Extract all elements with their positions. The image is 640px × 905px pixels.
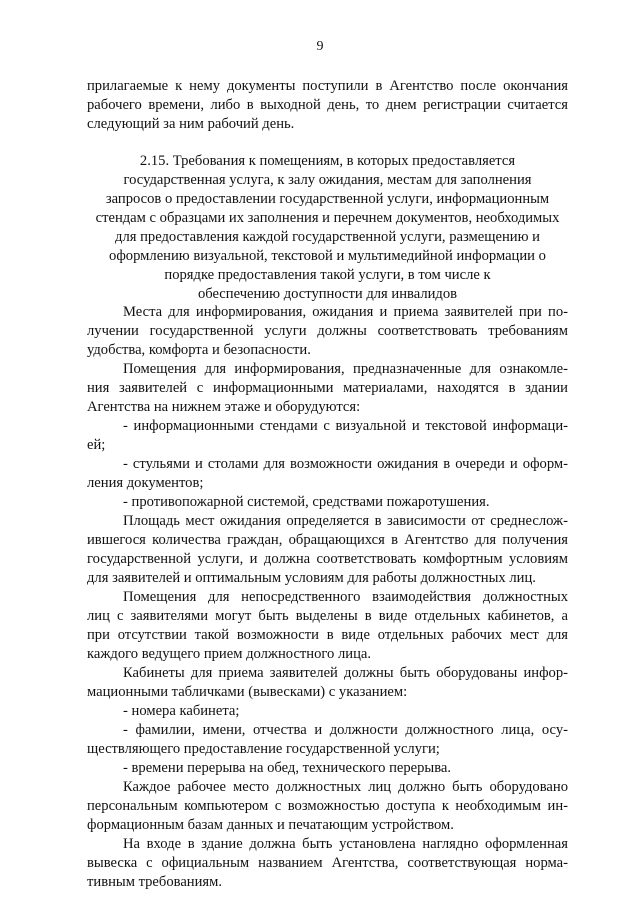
text-line: Агентства на нижнем этаже и оборудуются: xyxy=(87,399,361,415)
text-line: государственной услуги, и должна соответствовать комфортным условиям xyxy=(87,551,568,567)
text-line: персональным компьютером с возможностью доступа к необходимым ин- xyxy=(87,798,568,814)
text-line: На входе в здание должна быть установлена наглядно оформленная xyxy=(123,836,568,852)
text-line: Каждое рабочее место должностных лиц должно быть оборудовано xyxy=(123,779,568,795)
text-line: Кабинеты для приема заявителей должны быть оборудованы инфор- xyxy=(123,665,568,681)
section-heading xyxy=(87,152,568,304)
text-line: следующий за ним рабочий день. xyxy=(87,116,295,132)
text-line: лиц с заявителями могут быть выделены в виде отдельных кабинетов, а xyxy=(87,608,568,624)
text-line: мационными табличками (вывесками) с указанием: xyxy=(87,684,408,700)
text-line: ей; xyxy=(87,437,106,453)
text-line: ществляющего предоставление государственной услуги; xyxy=(87,741,440,757)
heading-line: 2.15. Требования к помещениям, в которых предоставляется xyxy=(139,153,516,169)
intro-paragraph xyxy=(87,77,568,134)
text-line: Помещения для информирования, предназначенные для ознакомле- xyxy=(123,361,568,377)
heading-line: для предоставления каждой государственной услуги, размещению и xyxy=(115,229,540,245)
text-line: - стульями и столами для возможности ожидания в очереди и оформ- xyxy=(123,456,568,472)
text-line: Места для информирования, ожидания и приема заявителей при по- xyxy=(123,304,568,320)
text-line: Площадь мест ожидания определяется в зависимости от среднеслож- xyxy=(123,513,568,529)
text-line: ления документов; xyxy=(87,475,204,491)
heading-line: государственная услуга, к залу ожидания, местам для заполнения xyxy=(123,172,532,188)
heading-line: оформлению визуальной, текстовой и мультимедийной информации о xyxy=(109,248,546,264)
heading-line: стендам с образцами их заполнения и перечнем документов, необходимых xyxy=(95,210,560,226)
page-number: 9 xyxy=(316,39,324,54)
heading-line: порядке предоставления такой услуги, в том числе к xyxy=(164,267,491,283)
text-line: ившегося количества граждан, обращающихся в Агентство для получения xyxy=(87,532,568,548)
text-line: - времени перерыва на обед, технического перерыва. xyxy=(123,760,452,776)
heading-line: запросов о предоставлении государственной услуги, информационным xyxy=(105,191,550,207)
text-line: тивным требованиям. xyxy=(87,874,223,890)
text-line: вывеска с официальным названием Агентства, соответствующая норма- xyxy=(87,855,568,871)
heading-line: обеспечению доступности для инвалидов xyxy=(197,286,458,302)
text-line: - противопожарной системой, средствами пожаротушения. xyxy=(123,494,490,510)
text-line: Помещения для непосредственного взаимодействия должностных xyxy=(123,589,568,605)
text-line: - фамилии, имени, отчества и должности должностного лица, осу- xyxy=(123,722,568,738)
text-line: - информационными стендами с визуальной и текстовой информаци- xyxy=(123,418,568,434)
text-line: формационным базам данных и печатающим устройством. xyxy=(87,817,454,833)
text-line: удобства, комфорта и безопасности. xyxy=(87,342,311,358)
text-line: для заявителей и оптимальным условиям для работы должностных лиц. xyxy=(87,570,536,586)
text-line: лучении государственной услуги должны соответствовать требованиям xyxy=(87,323,568,339)
text-line: каждого ведущего прием должностного лица. xyxy=(87,646,372,662)
text-line: прилагаемые к нему документы поступили в Агентство после окончания xyxy=(87,78,568,94)
body-text xyxy=(87,303,568,892)
text-line: при отсутствии такой возможности в виде отдельных рабочих мест для xyxy=(87,627,568,643)
text-line: ния заявителей с информационными материалами, находятся в здании xyxy=(87,380,568,396)
text-line: - номера кабинета; xyxy=(123,703,240,719)
text-line: рабочего времени, либо в выходной день, то днем регистрации считается xyxy=(87,97,568,113)
